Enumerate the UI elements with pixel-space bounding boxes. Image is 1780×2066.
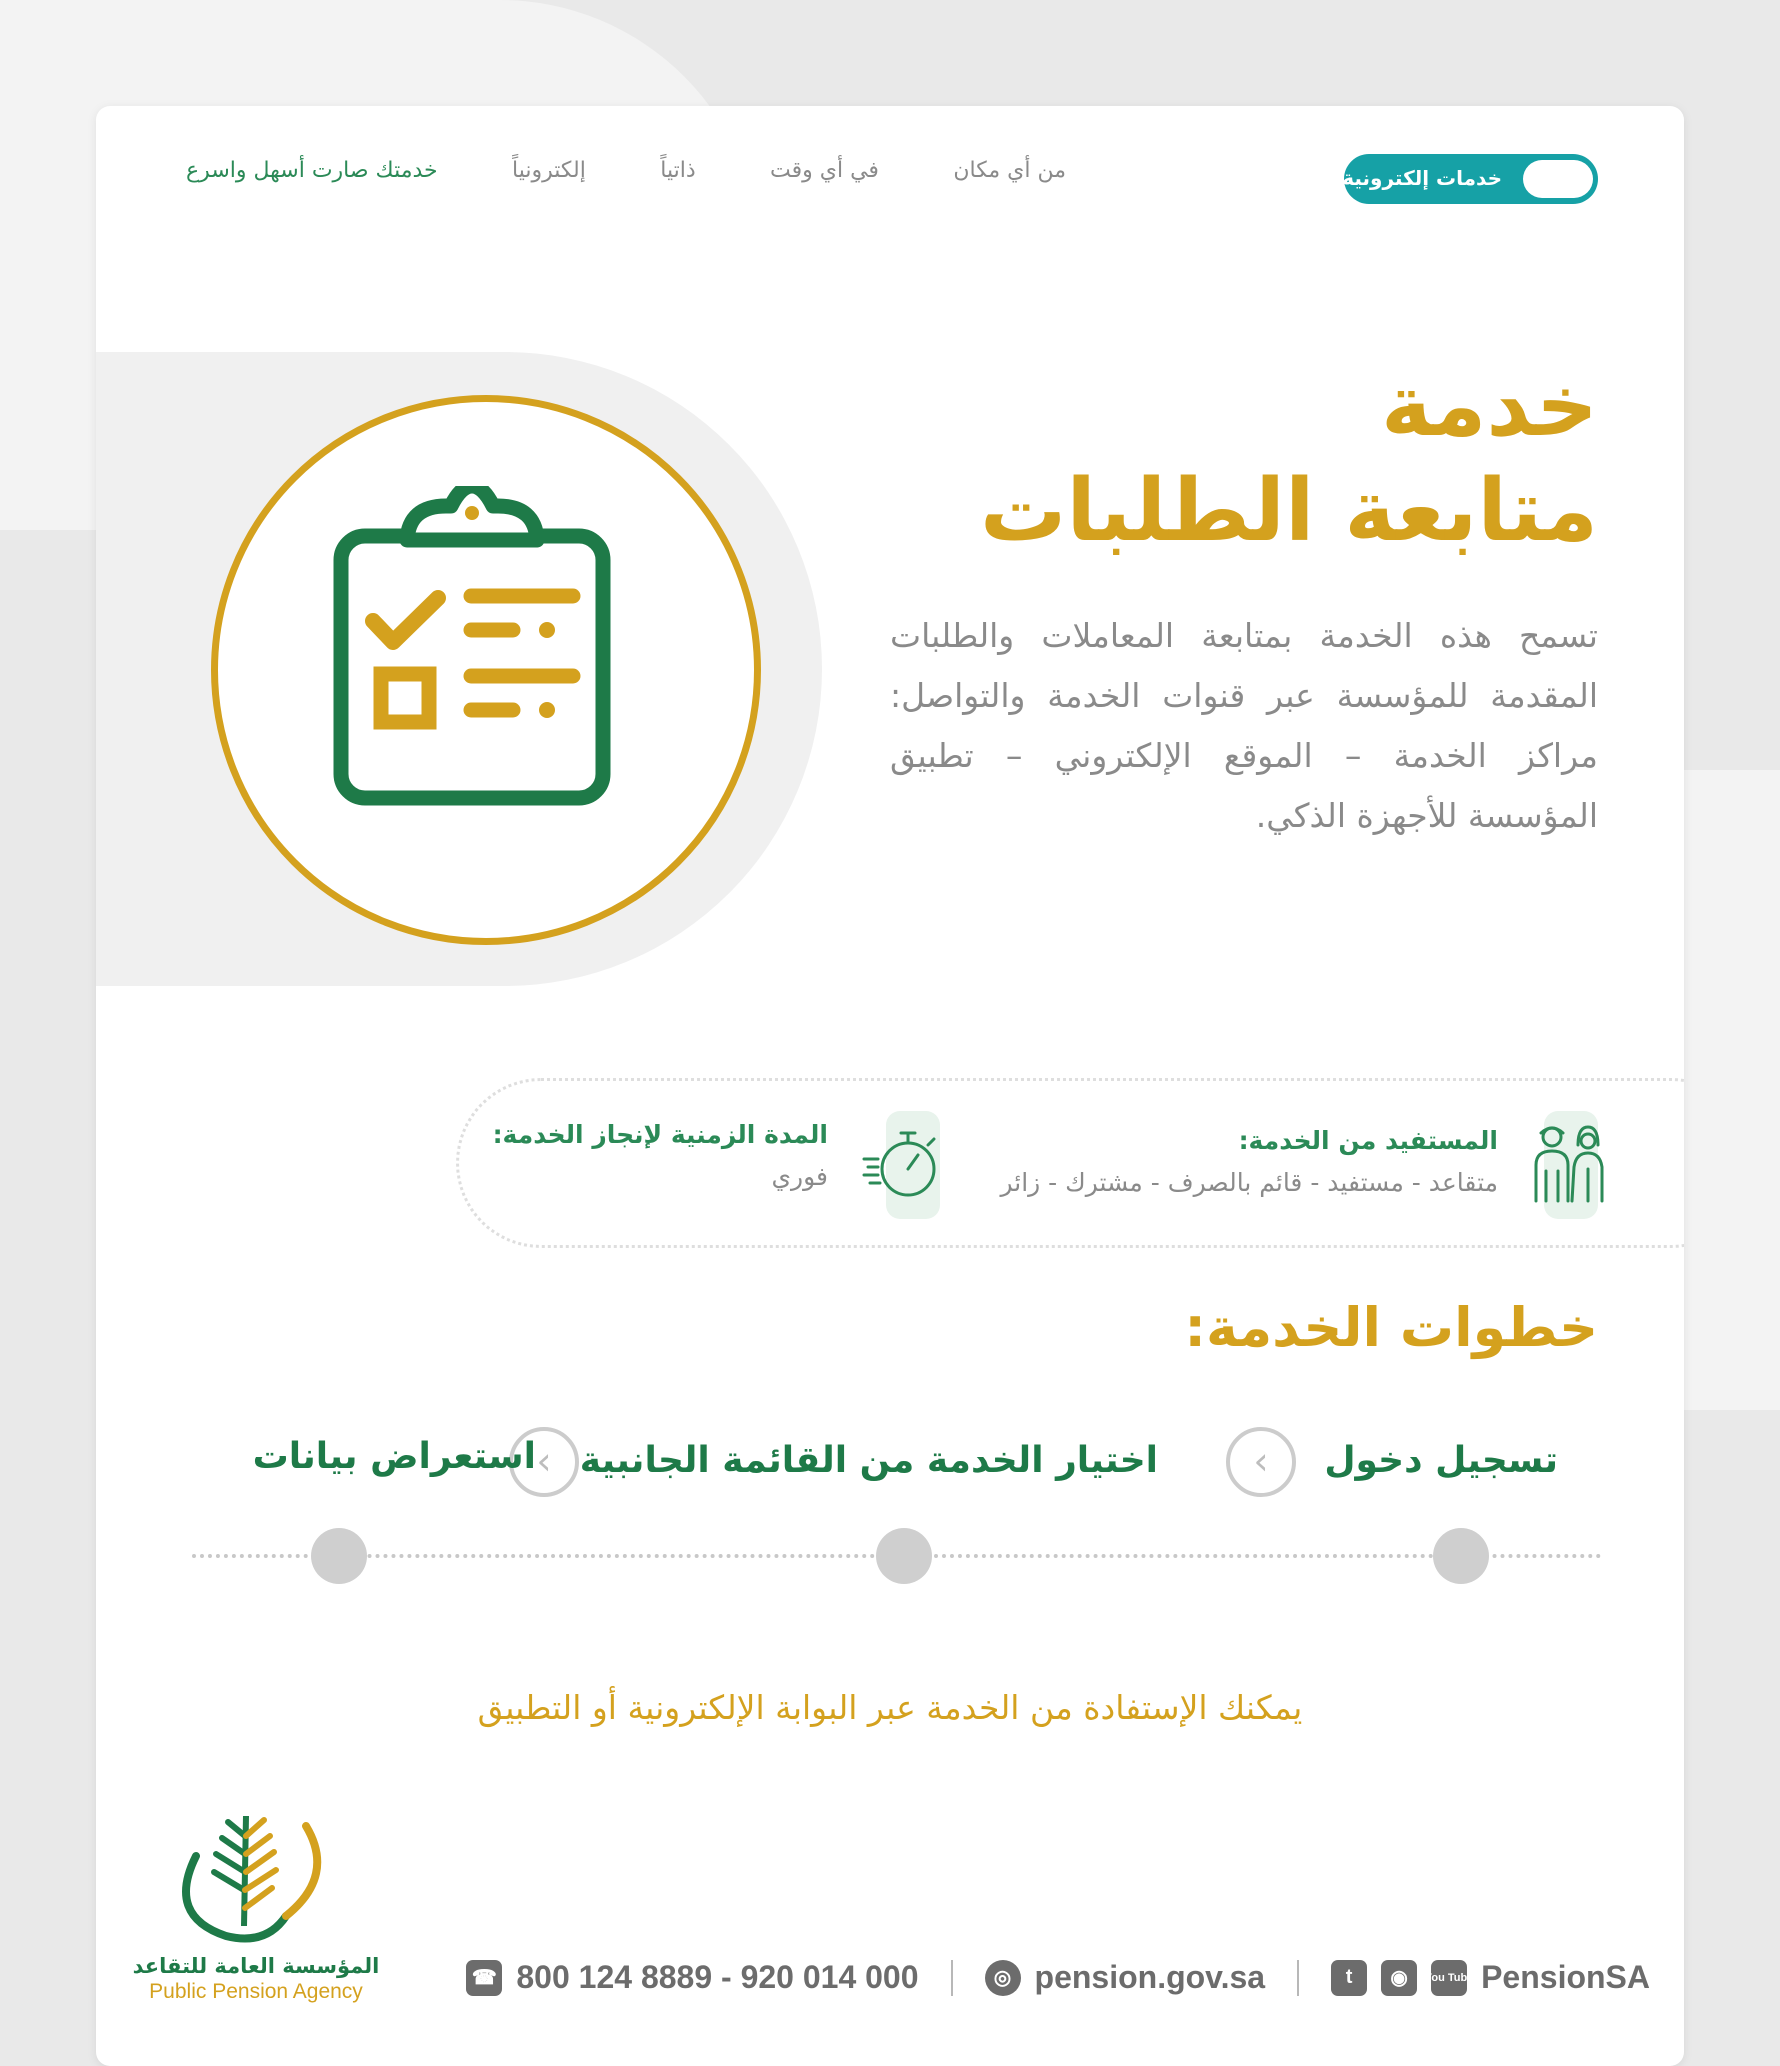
e-services-toggle[interactable] [1344, 154, 1598, 204]
service-info-bar [456, 1078, 1684, 1248]
page-title-line1: خدمة [1380, 356, 1598, 456]
toggle-label: خدمات إلكترونية [1342, 166, 1502, 190]
service-description: تسمح هذه الخدمة بمتابعة المعاملات والطلبات المقدمة للمؤسسة عبر قنوات الخدمة والتواصل: مراكز الخدمة – الموقع الإلكتروني – تطبيق المؤسسة للأجهزة الذكي. [890, 616, 1598, 835]
page-title-line2: متابعة الطلبات [979, 461, 1598, 561]
step-label-login: تسجيل دخول [1324, 1440, 1558, 1481]
beneficiary-text: متقاعد - مستفيد - قائم بالصرف - مشترك - زائر [1000, 1168, 1498, 1197]
tagline-item: إلكترونياً [512, 158, 586, 183]
chevron-left-icon: ‹ [1226, 1427, 1296, 1497]
timeline-dot [1433, 1528, 1489, 1584]
divider [1297, 1960, 1299, 1996]
phone-numbers[interactable]: 800 124 8889 - 920 014 000 [516, 1959, 919, 1995]
instagram-icon[interactable]: ◉ [1381, 1960, 1417, 1996]
steps-title: خطوات الخدمة: [1184, 1296, 1598, 1359]
logo-name-ar: المؤسسة العامة للتقاعد [132, 1954, 380, 1978]
logo-name-en: Public Pension Agency [149, 1980, 363, 2003]
clipboard-checklist-icon [301, 486, 673, 874]
step-label-select-service: اختيار الخدمة من القائمة الجانبية [579, 1440, 1158, 1481]
tagline-item: في أي وقت [770, 158, 879, 183]
website-link[interactable]: pension.gov.sa [1034, 1959, 1266, 1995]
toggle-knob [1523, 160, 1593, 198]
chevron-left-icon: ‹ [509, 1427, 579, 1497]
globe-icon: ◎ [985, 1960, 1021, 1996]
twitter-icon[interactable]: t [1331, 1960, 1367, 1996]
headset-icon: ☎ [466, 1960, 502, 1996]
tagline-item: من أي مكان [953, 158, 1066, 183]
timeline-dot [311, 1528, 367, 1584]
tagline [186, 158, 1066, 183]
step-label-view-data: استعراض بيانات [252, 1436, 536, 1477]
tagline-item: ذاتياً [660, 158, 696, 183]
beneficiary-icon-box [1544, 1111, 1598, 1219]
duration-title: المدة الزمنية لإنجاز الخدمة: [492, 1120, 828, 1149]
youtube-icon[interactable]: You Tube [1431, 1960, 1467, 1996]
divider [951, 1960, 953, 1996]
duration-text: فوري [771, 1162, 828, 1191]
duration-icon-box [886, 1111, 940, 1219]
footer-contacts [466, 1959, 1650, 1996]
tagline-lead: خدمتك صارت أسهل واسرع [186, 158, 438, 183]
stopwatch-icon [862, 1125, 940, 1205]
people-icon [1528, 1121, 1604, 1207]
service-card [96, 106, 1684, 2066]
social-handle[interactable]: PensionSA [1481, 1959, 1650, 1995]
timeline-dot [876, 1528, 932, 1584]
beneficiary-title: المستفيد من الخدمة: [1238, 1126, 1498, 1155]
pension-agency-logo [166, 1796, 336, 1946]
availability-note: يمكنك الإستفادة من الخدمة عبر البوابة الإلكترونية أو التطبيق [477, 1688, 1303, 1727]
